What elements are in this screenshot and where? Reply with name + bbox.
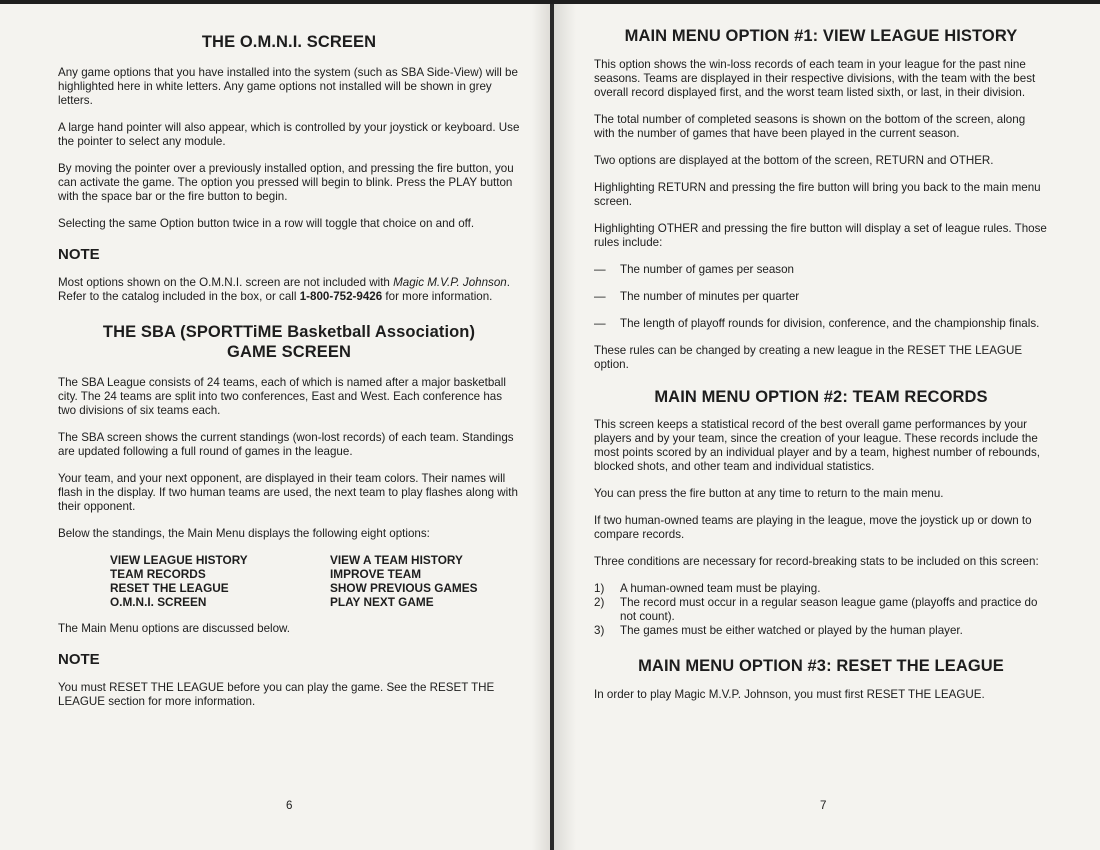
paragraph: Three conditions are necessary for record-breaking stats to be included on this screen: xyxy=(594,555,1039,568)
paragraph: Two options are displayed at the bottom of the screen, RETURN and OTHER. xyxy=(594,154,994,167)
dash-marker: — xyxy=(594,263,606,276)
list-item-text: The number of minutes per quarter xyxy=(620,290,800,303)
main-menu-options xyxy=(110,553,520,609)
paragraph: The total number of completed seasons is shown on the bottom of the screen, along with the number of games that have been played in the current season. xyxy=(594,113,1026,140)
paragraph: Your team, and your next opponent, are displayed in their team colors. Their names will flash in the display. If two human teams are used, the next team to play flashes along with their opponent. xyxy=(58,472,518,513)
paragraph: This option shows the win-loss records of each team in your league for the past nine seasons. Teams are displayed in their respective divisions, with the team with the best overall record displayed first, and the worst team listed sixth, or last, in their division. xyxy=(594,58,1036,99)
paragraph: By moving the pointer over a previously installed option, and pressing the fire button, you can activate the game. The option you pressed will begin to blink. Press the PLAY button with the space bar or the fire button to begin. xyxy=(58,162,514,203)
sba-heading-line2: GAME SCREEN xyxy=(227,343,351,361)
menu-option: SHOW PREVIOUS GAMES xyxy=(330,581,478,595)
note-paragraph xyxy=(58,276,520,304)
note-text: Most options shown on the O.M.N.I. screen are not included with xyxy=(58,276,394,289)
note-text: . Refer to the catalog included in the box, or call xyxy=(58,276,510,303)
paragraph: The SBA League consists of 24 teams, each of which is named after a major basketball city. The 24 teams are split into two conferences, East and West. Each conference has two divisions of six teams each. xyxy=(58,376,506,417)
option-2-heading: MAIN MENU OPTION #2: TEAM RECORDS xyxy=(654,388,988,406)
list-item xyxy=(594,596,1048,624)
paragraph: The SBA screen shows the current standings (won-lost records) of each team. Standings are updated following a full round of games in the league. xyxy=(58,431,514,458)
phone-number: 1-800-752-9426 xyxy=(299,290,383,303)
list-item xyxy=(594,582,1048,596)
menu-option: PLAY NEXT GAME xyxy=(330,595,434,609)
menu-option: TEAM RECORDS xyxy=(110,567,206,581)
page-number: 7 xyxy=(820,799,827,812)
conditions-list xyxy=(594,582,1048,638)
paragraph: Highlighting OTHER and pressing the fire button will display a set of league rules. Those rules include: xyxy=(594,222,1047,249)
list-item-text: The record must occur in a regular season league game (playoffs and practice do not count). xyxy=(620,596,1038,623)
paragraph: Any game options that you have installed into the system (such as SBA Side-View) will be highlighted here in white letters. Any game options not installed will be shown in grey letters. xyxy=(58,66,518,107)
list-item-text: The games must be either watched or played by the human player. xyxy=(620,624,963,637)
note-text: for more information. xyxy=(382,290,493,303)
paragraph: The Main Menu options are discussed below. xyxy=(58,622,291,635)
left-page xyxy=(0,4,550,850)
list-item-text: The length of playoff rounds for division, conference, and the championship finals. xyxy=(620,317,1040,330)
paragraph: This screen keeps a statistical record of the best overall game performances by your players and by your team, since the creation of your league. These records include the most points scored by an individual player and by a team, highest number of rebounds, blocked shots, and other team and individual statistics. xyxy=(594,418,1040,473)
menu-option: IMPROVE TEAM xyxy=(330,567,422,581)
paragraph: Below the standings, the Main Menu displays the following eight options: xyxy=(58,527,430,540)
number-marker: 3) xyxy=(594,624,605,637)
list-item xyxy=(594,624,1048,638)
paragraph: Selecting the same Option button twice in a row will toggle that choice on and off. xyxy=(58,217,475,230)
option-3-heading: MAIN MENU OPTION #3: RESET THE LEAGUE xyxy=(638,657,1004,675)
omni-screen-heading: THE O.M.N.I. SCREEN xyxy=(201,33,377,51)
paragraph: You must RESET THE LEAGUE before you can play the game. See the RESET THE LEAGUE section for more information. xyxy=(58,681,495,708)
note-heading: NOTE xyxy=(58,246,100,263)
menu-option: RESET THE LEAGUE xyxy=(110,581,229,595)
sba-heading-line1: THE SBA (SPORTTiME Basketball Association) xyxy=(102,323,476,341)
menu-option: VIEW LEAGUE HISTORY xyxy=(110,553,248,567)
note-heading: NOTE xyxy=(58,651,100,668)
paragraph: A large hand pointer will also appear, which is controlled by your joystick or keyboard. Use the pointer to select any module. xyxy=(58,121,520,148)
list-item xyxy=(594,317,1048,331)
list-item xyxy=(594,263,1048,277)
sba-screen-heading xyxy=(58,322,520,362)
list-item-text: A human-owned team must be playing. xyxy=(620,582,821,595)
list-item xyxy=(594,290,1048,304)
menu-option: VIEW A TEAM HISTORY xyxy=(330,553,463,567)
right-page xyxy=(554,4,1100,850)
league-rules-list xyxy=(594,263,1048,331)
paragraph: You can press the fire button at any time to return to the main menu. xyxy=(594,487,944,500)
option-1-heading: MAIN MENU OPTION #1: VIEW LEAGUE HISTORY xyxy=(624,27,1018,45)
paragraph: These rules can be changed by creating a new league in the RESET THE LEAGUE option. xyxy=(594,344,1023,371)
number-marker: 1) xyxy=(594,582,605,595)
number-marker: 2) xyxy=(594,596,605,609)
page-number: 6 xyxy=(286,799,293,812)
list-item-text: The number of games per season xyxy=(620,263,795,276)
menu-option: O.M.N.I. SCREEN xyxy=(110,595,207,609)
paragraph: In order to play Magic M.V.P. Johnson, you must first RESET THE LEAGUE. xyxy=(594,688,985,701)
paragraph: If two human-owned teams are playing in the league, move the joystick up or down to compare records. xyxy=(594,514,1032,541)
paragraph: Highlighting RETURN and pressing the fire button will bring you back to the main menu screen. xyxy=(594,181,1041,208)
game-title-italic: Magic M.V.P. Johnson xyxy=(393,276,507,289)
dash-marker: — xyxy=(594,290,606,303)
dash-marker: — xyxy=(594,317,606,330)
